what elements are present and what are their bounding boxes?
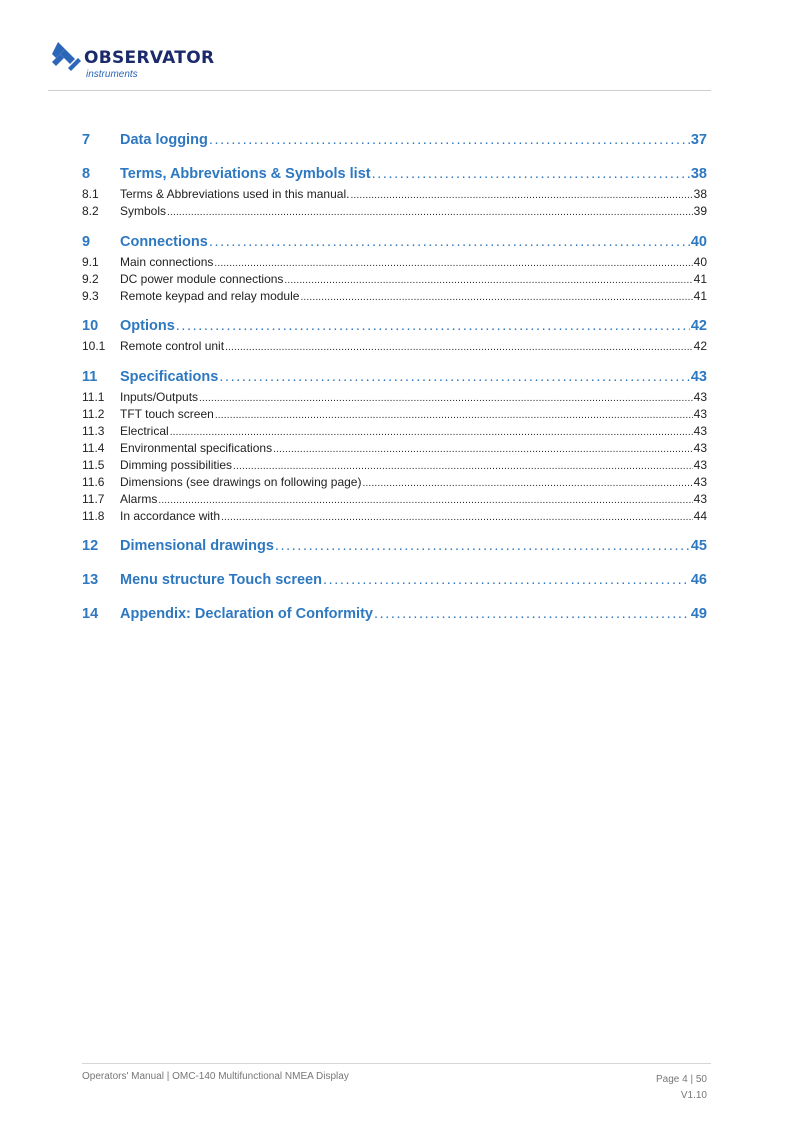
toc-dot-leader <box>209 230 690 254</box>
toc-spacer <box>82 592 707 602</box>
toc-entry-number: 10 <box>82 318 99 335</box>
toc-entry-title: Remote control unit <box>120 339 225 354</box>
footer-page-number: Page 4 | 50 <box>656 1074 707 1085</box>
toc-entry-number: 11.7 <box>82 491 105 506</box>
brand-subtitle: instruments <box>86 69 138 80</box>
toc-entry-number: 14 <box>82 606 99 623</box>
toc-entry-number: 9 <box>82 233 91 250</box>
footer-version: V1.10 <box>680 1090 707 1101</box>
toc-chapter-entry[interactable] <box>82 602 707 626</box>
toc-entry-number: 13 <box>82 572 99 589</box>
toc-chapter-entry[interactable] <box>82 534 707 558</box>
toc-chapter-entry[interactable] <box>82 162 707 186</box>
toc-section-entry[interactable] <box>82 423 707 440</box>
toc-entry-number: 11.4 <box>82 441 105 456</box>
toc-entry-title: Options <box>120 318 175 335</box>
toc-entry-page: 43 <box>693 390 707 405</box>
toc-entry-number: 11.3 <box>82 424 105 439</box>
toc-entry-number: 9.1 <box>82 254 99 269</box>
toc-entry-title: Electrical <box>120 424 169 439</box>
toc-entry-title: Remote keypad and relay module <box>120 288 300 303</box>
toc-dot-leader <box>374 602 690 626</box>
toc-entry-page: 43 <box>693 491 707 506</box>
toc-entry-page: 45 <box>690 538 707 555</box>
toc-entry-page: 49 <box>690 606 707 623</box>
footer-document-title: Operators' Manual | OMC-140 Multifunctional NMEA Display <box>82 1071 349 1082</box>
toc-entry-number: 8 <box>82 166 91 182</box>
toc-entry-title: Data logging <box>120 132 208 148</box>
toc-chapter-entry[interactable] <box>82 365 707 389</box>
toc-section-entry[interactable] <box>82 271 707 288</box>
toc-dot-leader <box>219 365 690 389</box>
toc-entry-page: 43 <box>693 424 707 439</box>
toc-entry-page: 38 <box>693 187 707 201</box>
toc-dot-leader <box>323 568 690 592</box>
toc-section-entry[interactable] <box>82 288 707 305</box>
toc-dot-leader <box>275 534 690 558</box>
toc-entry-title: DC power module connections <box>120 271 284 286</box>
toc-entry-title: Symbols <box>120 203 167 218</box>
toc-entry-number: 9.3 <box>82 288 99 303</box>
toc-section-entry[interactable] <box>82 254 707 271</box>
toc-entry-page: 43 <box>693 474 707 489</box>
toc-dot-leader <box>167 205 693 222</box>
toc-entry-title: Environmental specifications <box>120 441 273 456</box>
toc-entry-title: Dimming possibilities <box>120 457 233 472</box>
toc-entry-number: 9.2 <box>82 271 99 286</box>
page-footer <box>82 1063 711 1101</box>
toc-entry-page: 41 <box>693 271 707 286</box>
toc-entry-page: 38 <box>690 166 707 182</box>
toc-entry-page: 40 <box>690 233 707 250</box>
toc-entry-page: 43 <box>693 457 707 472</box>
toc-entry-page: 43 <box>693 407 707 422</box>
toc-section-entry[interactable] <box>82 457 707 474</box>
toc-entry-title: Connections <box>120 233 208 250</box>
toc-entry-page: 41 <box>693 288 707 303</box>
toc-section-entry[interactable] <box>82 186 707 203</box>
toc-entry-title: TFT touch screen <box>120 407 214 422</box>
toc-entry-title: In accordance with <box>120 508 221 523</box>
toc-entry-page: 43 <box>690 369 707 386</box>
toc-entry-page: 42 <box>690 318 707 335</box>
toc-entry-number: 7 <box>82 132 91 148</box>
toc-entry-page: 43 <box>693 441 707 456</box>
toc-section-entry[interactable] <box>82 406 707 423</box>
toc-entry-number: 11.6 <box>82 474 105 489</box>
toc-spacer <box>82 558 707 568</box>
toc-entry-number: 8.1 <box>82 187 99 201</box>
toc-dot-leader <box>225 340 693 357</box>
table-of-contents <box>82 128 707 626</box>
toc-section-entry[interactable] <box>82 338 707 355</box>
toc-chapter-entry[interactable] <box>82 568 707 592</box>
page-header <box>48 38 711 91</box>
toc-entry-number: 12 <box>82 538 99 555</box>
toc-dot-leader <box>372 162 690 186</box>
toc-dot-leader <box>209 128 690 152</box>
observator-logo-icon <box>48 40 82 72</box>
toc-section-entry[interactable] <box>82 508 707 525</box>
toc-entry-page: 39 <box>693 203 707 218</box>
brand-name: OBSERVATOR <box>84 48 215 68</box>
toc-entry-page: 42 <box>693 339 707 354</box>
toc-entry-title: Main connections <box>120 254 214 269</box>
brand-logo <box>48 38 248 82</box>
toc-entry-page: 44 <box>693 508 707 523</box>
toc-section-entry[interactable] <box>82 440 707 457</box>
toc-entry-page: 37 <box>690 132 707 148</box>
toc-entry-number: 8.2 <box>82 203 99 218</box>
toc-dot-leader <box>300 290 692 307</box>
toc-entry-title: Appendix: Declaration of Conformity <box>120 606 373 623</box>
toc-section-entry[interactable] <box>82 474 707 491</box>
toc-dot-leader <box>221 510 693 527</box>
toc-entry-title: Inputs/Outputs <box>120 390 199 405</box>
toc-entry-title: Terms & Abbreviations used in this manual. <box>120 187 350 201</box>
toc-entry-page: 46 <box>690 572 707 589</box>
toc-entry-title: Specifications <box>120 369 219 386</box>
toc-entry-page: 40 <box>693 254 707 269</box>
toc-entry-title: Menu structure Touch screen <box>120 572 322 589</box>
toc-entry-number: 11.1 <box>82 390 105 405</box>
toc-entry-number: 10.1 <box>82 339 106 354</box>
toc-entry-title: Terms, Abbreviations & Symbols list <box>120 166 371 182</box>
toc-section-entry[interactable] <box>82 491 707 508</box>
toc-chapter-entry[interactable] <box>82 314 707 338</box>
toc-entry-number: 11.2 <box>82 407 105 422</box>
toc-entry-title: Dimensional drawings <box>120 538 274 555</box>
toc-dot-leader <box>176 314 690 338</box>
toc-section-entry[interactable] <box>82 389 707 406</box>
toc-spacer <box>82 152 707 162</box>
toc-chapter-entry[interactable] <box>82 230 707 254</box>
toc-entry-number: 11.5 <box>82 457 105 472</box>
toc-entry-title: Dimensions (see drawings on following page) <box>120 474 362 489</box>
toc-entry-number: 11.8 <box>82 508 105 523</box>
toc-entry-number: 11 <box>82 369 98 386</box>
toc-section-entry[interactable] <box>82 203 707 220</box>
toc-entry-title: Alarms <box>120 491 158 506</box>
toc-chapter-entry[interactable] <box>82 128 707 152</box>
